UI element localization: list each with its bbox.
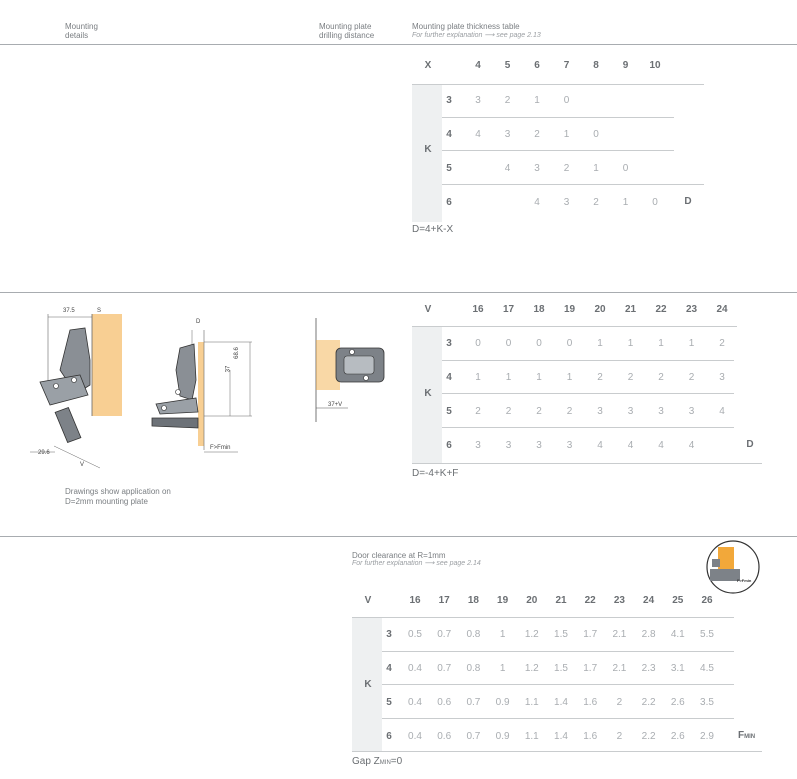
table-cell: 0.7 [437, 629, 452, 640]
table-column-header: 19 [497, 595, 509, 606]
table1-rule [442, 184, 704, 185]
table-cell: 2 [719, 338, 725, 349]
table2-rule [442, 393, 734, 394]
table-cell: 2.8 [641, 629, 656, 640]
table-cell: 2 [658, 372, 664, 383]
icon-f-fmin-label: F>Fmin [737, 578, 752, 583]
table-cell: 2 [563, 163, 570, 174]
header-thickness-title: Mounting plate thickness table [412, 22, 520, 31]
table3-rule [382, 718, 734, 719]
table-cell: 1 [505, 372, 512, 383]
table-row-k: 5 [386, 697, 392, 708]
table-cell: 2.6 [670, 697, 685, 708]
table-column-header: 26 [701, 595, 713, 606]
dim-d: D [196, 319, 201, 325]
table-cell: 1 [688, 338, 695, 349]
table1-k-label: K [424, 144, 432, 155]
table-cell: 3 [688, 406, 695, 417]
table-cell: 4 [658, 440, 664, 451]
table-cell: 1.7 [583, 629, 598, 640]
table-cell: 3 [475, 95, 481, 106]
table-cell: 0 [536, 338, 542, 349]
table-cell: 2 [566, 406, 573, 417]
table-cell: 2.9 [700, 731, 714, 742]
dim-f-fmin: F>Fmin [210, 445, 231, 451]
table-column-header: 7 [563, 60, 570, 71]
table-column-header: 24 [716, 304, 728, 315]
table-cell: 1 [658, 338, 664, 349]
table-row-k: 4 [386, 663, 392, 674]
header-thickness-sub: For further explanation ⟶ see page 2.13 [412, 32, 541, 39]
dim-68-6: 68.6 [233, 347, 240, 359]
table-row-k: 6 [446, 197, 452, 208]
table-cell: 4 [688, 440, 695, 451]
dim-37-v: 37+V [328, 402, 343, 408]
section-rule-bottom [0, 536, 797, 537]
table3-title: Door clearance at R=1mm [352, 551, 446, 560]
table3-rule [382, 684, 734, 685]
table-column-header: 4 [475, 60, 481, 71]
table-row-k: 6 [446, 440, 452, 451]
table-cell: 0.8 [466, 629, 481, 640]
table-column-header: 22 [655, 304, 667, 315]
table-cell: 4 [597, 440, 603, 451]
table-cell: 3 [534, 163, 540, 174]
table2-d-label: D [746, 439, 754, 450]
table-cell: 1 [627, 338, 634, 349]
table-column-header: 18 [467, 595, 479, 606]
table-cell: 1 [597, 338, 603, 349]
table-cell: 1 [566, 372, 573, 383]
table-cell: 1.6 [583, 697, 598, 708]
table3-fmin-label: FMIN [738, 730, 756, 741]
table-column-header: 18 [533, 304, 545, 315]
table-cell: 1 [622, 197, 629, 208]
dim-37: 37 [225, 365, 232, 373]
table-row-k: 4 [446, 372, 452, 383]
table-column-header: 8 [593, 60, 599, 71]
table-cell: 1 [499, 629, 506, 640]
table2-rule [442, 360, 734, 361]
table-column-header: 17 [438, 595, 450, 606]
table-cell: 3 [536, 440, 542, 451]
table-cell: 2 [505, 406, 512, 417]
table-cell: 0 [652, 197, 658, 208]
table-cell: 0.7 [466, 731, 481, 742]
table-cell: 0.6 [437, 697, 452, 708]
table-row-k: 3 [446, 338, 452, 349]
table-column-header: 19 [563, 304, 576, 315]
table-cell: 0.7 [466, 697, 481, 708]
table2-rule [412, 463, 762, 464]
table-cell: 1.1 [524, 697, 539, 708]
table1-rule [442, 150, 674, 151]
table-column-header: 5 [504, 60, 511, 71]
header-mounting-details: Mounting details [65, 22, 98, 40]
hinge-drawings [30, 300, 400, 490]
table1-rule [412, 84, 704, 85]
table-cell: 2 [534, 129, 540, 140]
table2-formula: D=-4+K+F [412, 468, 459, 479]
table-cell: 2 [504, 95, 511, 106]
table-cell: 1.7 [583, 663, 598, 674]
table3-rule [382, 651, 734, 652]
table-cell: 1.2 [524, 663, 539, 674]
table-cell: 1 [534, 95, 540, 106]
table-cell: 0 [566, 338, 573, 349]
table-cell: 0 [475, 338, 481, 349]
table2-rule [442, 427, 734, 428]
table-row-k: 5 [446, 163, 452, 174]
table-cell: 3 [658, 406, 664, 417]
table-column-header: 21 [624, 304, 637, 315]
table-cell: 2 [536, 406, 542, 417]
table-cell: 4 [627, 440, 634, 451]
table-column-header: 20 [526, 595, 538, 606]
hinge-drawing-3 [316, 318, 384, 422]
table-cell: 4 [719, 406, 725, 417]
table-row-k: 3 [446, 95, 452, 106]
table-cell: 1 [563, 129, 570, 140]
table-cell: 0.4 [408, 731, 422, 742]
table-column-header: 16 [472, 304, 484, 315]
dim-37-5: 37.5 [63, 308, 75, 314]
table2-rule [412, 326, 737, 327]
table-cell: 4.1 [670, 629, 685, 640]
table3-rule [352, 617, 734, 618]
table-row-k: 6 [386, 731, 392, 742]
table2-k-label: K [424, 388, 432, 399]
table-cell: 1 [536, 372, 542, 383]
table1-rule [442, 117, 674, 118]
table-cell: 0.9 [495, 731, 510, 742]
table-cell: 2 [616, 697, 623, 708]
table-cell: 4 [504, 163, 511, 174]
dim-29-6: 29.6 [38, 450, 50, 456]
drawings-note: Drawings show application on D=2mm mounting plate [65, 487, 171, 506]
table-cell: 3 [505, 440, 512, 451]
table-cell: 3 [563, 197, 570, 208]
table-cell: 2 [597, 372, 603, 383]
table-cell: 2 [688, 372, 695, 383]
table-cell: 0 [563, 95, 570, 106]
table-cell: 4 [475, 129, 481, 140]
table-cell: 0.5 [408, 629, 422, 640]
table-column-header: 21 [555, 595, 567, 606]
table-cell: 3 [597, 406, 603, 417]
table-column-header: 23 [613, 595, 625, 606]
table-cell: 0.9 [495, 697, 510, 708]
table-cell: 0 [505, 338, 512, 349]
table-column-header: 17 [502, 304, 515, 315]
table1-formula: D=4+K-X [412, 224, 454, 235]
table3-k-label: K [364, 679, 372, 690]
table-row-k: 4 [446, 129, 452, 140]
table-cell: 1.5 [554, 663, 568, 674]
table-cell: 2.2 [641, 731, 656, 742]
table-cell: 2 [475, 406, 481, 417]
table-cell: 1.1 [524, 731, 539, 742]
table-cell: 2.3 [641, 663, 656, 674]
table-cell: 3 [504, 129, 511, 140]
table-cell: 1.6 [583, 731, 598, 742]
table-cell: 0.4 [408, 663, 422, 674]
section-rule-mid [0, 292, 797, 293]
table-cell: 1.4 [554, 697, 568, 708]
table-column-header: 10 [649, 60, 661, 71]
table-column-header: 22 [584, 595, 596, 606]
table-cell: 1.4 [554, 731, 568, 742]
table-cell: 1 [593, 163, 599, 174]
table3-sub: For further explanation ⟶ see page 2.14 [352, 560, 481, 567]
table-cell: 2.1 [612, 663, 627, 674]
table-cell: 3.1 [670, 663, 685, 674]
table3-v-label: V [364, 595, 372, 606]
table-cell: 2 [616, 731, 623, 742]
table-column-header: 9 [622, 60, 629, 71]
table-cell: 1.5 [554, 629, 568, 640]
gap-zmin: Gap ZMIN=0 [352, 756, 403, 767]
table-cell: 2.2 [641, 697, 656, 708]
table-cell: 1.2 [524, 629, 539, 640]
table-cell: 2.6 [670, 731, 685, 742]
table-cell: 2 [627, 372, 634, 383]
table-cell: 0.7 [437, 663, 452, 674]
section-rule-top [0, 44, 797, 45]
table-cell: 1 [475, 372, 481, 383]
table-cell: 1 [499, 663, 506, 674]
table-cell: 4.5 [700, 663, 714, 674]
table-cell: 2 [593, 197, 599, 208]
door-clearance-icon [704, 539, 762, 595]
table-cell: 0 [593, 129, 599, 140]
table-cell: 3 [566, 440, 573, 451]
table-column-header: 23 [685, 304, 698, 315]
table-cell: 3.5 [700, 697, 714, 708]
table2-v-label: V [424, 304, 432, 315]
table-cell: 0 [622, 163, 629, 174]
table-cell: 0.8 [466, 663, 481, 674]
table1-d-label: D [684, 196, 692, 207]
table-cell: 4 [534, 197, 540, 208]
table-cell: 2.1 [612, 629, 627, 640]
table-cell: 0.6 [437, 731, 452, 742]
table-column-header: 6 [534, 60, 540, 71]
table-column-header: 16 [409, 595, 421, 606]
hinge-drawing-1 [30, 314, 122, 468]
table3-rule [352, 751, 762, 752]
table-row-k: 3 [386, 629, 392, 640]
header-drilling-distance: Mounting plate drilling distance [319, 22, 375, 40]
table-column-header: 24 [643, 595, 655, 606]
table-column-header: 20 [594, 304, 606, 315]
dim-s: S [97, 308, 102, 314]
table-cell: 3 [475, 440, 481, 451]
table-cell: 5.5 [700, 629, 714, 640]
table-cell: 0.4 [408, 697, 422, 708]
table-row-k: 5 [446, 406, 452, 417]
table-cell: 3 [719, 372, 725, 383]
table-column-header: 25 [672, 595, 684, 606]
dim-v: V [80, 462, 85, 468]
table1-x-label: X [424, 60, 432, 71]
table-cell: 3 [627, 406, 634, 417]
